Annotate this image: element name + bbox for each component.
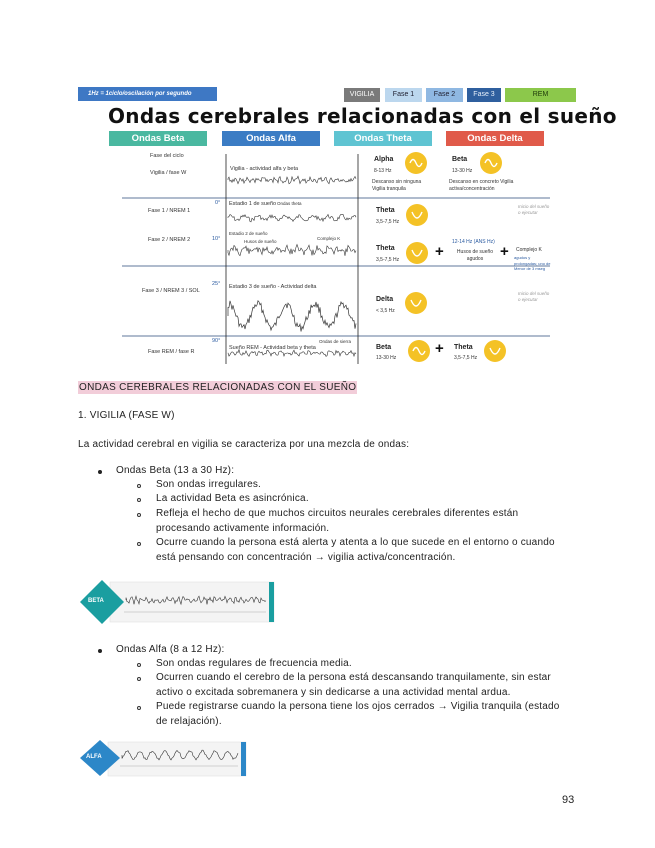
band-alpha-desc: Descanso sin ninguna Vigilia tranquila xyxy=(372,179,422,192)
deg-fase2: 10° xyxy=(212,236,221,242)
beta-wave-figure xyxy=(80,578,278,624)
delta-wave-icon xyxy=(405,292,427,314)
deg-fase3: 25° xyxy=(212,281,221,287)
sub-bullet xyxy=(137,542,141,546)
alfa-title: Ondas Alfa (8 a 12 Hz): xyxy=(116,644,225,655)
stage-tab-fase2: Fase 2 xyxy=(426,88,463,102)
kcomplex-desc: agudos y prolongadas; uno de Menor de 3 mseg xyxy=(514,255,551,271)
deg-rem: 90° xyxy=(212,338,221,344)
stage-tab-rem: REM xyxy=(505,88,576,102)
band-beta-hz: 13-30 Hz xyxy=(452,168,473,174)
trace-caption-fase3: Estadio 3 de sueño - Actividad delta xyxy=(229,284,317,290)
band-rem-beta-name: Beta xyxy=(376,344,392,351)
spindle-hz: 12-14 Hz (ANS Hz) xyxy=(452,239,495,245)
stage-tab-vigilia: VIGILIA xyxy=(344,88,380,102)
alfa-item-1: Son ondas regulares de frecuencia media. xyxy=(156,658,352,669)
subsection-heading: 1. VIGILIA (FASE W) xyxy=(78,410,175,421)
sub-bullet xyxy=(137,663,141,667)
band-theta2-hz: 3,5-7,5 Hz xyxy=(376,257,400,263)
trace-caption-sierra: Ondas de sierra xyxy=(319,339,352,344)
band-rem-beta-hz: 13-30 Hz xyxy=(376,355,397,361)
plus-icon: + xyxy=(435,243,444,260)
trace-caption-kcomplex: Complejo K xyxy=(317,236,341,241)
bullet-alfa xyxy=(98,649,102,653)
row-label-fase3: Fase 3 / NREM 3 / SOL xyxy=(142,288,200,294)
page-number: 93 xyxy=(562,794,575,806)
note-inicio-sueno-2: Inicio del sueño o ejecutar xyxy=(518,291,550,302)
band-theta2-name: Theta xyxy=(376,245,395,252)
stage-tab-fase3: Fase 3 xyxy=(467,88,501,102)
beta-item-4: Ocurre cuando la persona está alerta y atenta a lo que sucede en el entorno o cuando está pensando con concentración → vigilia activa/concentración. xyxy=(156,537,555,563)
bullet-beta xyxy=(98,470,102,474)
alfa-item-3: Puede registrarse cuando la persona tiene los ojos cerrados → Vigilia tranquila (estado de relajación). xyxy=(156,701,560,727)
sub-bullet xyxy=(137,677,141,681)
section-heading: ONDAS CEREBRALES RELACIONADAS CON EL SUEÑO xyxy=(79,382,357,393)
beta-item-2: La actividad Beta es asincrónica. xyxy=(156,493,309,504)
band-rem-theta-name: Theta xyxy=(454,344,473,351)
sub-bullet xyxy=(137,498,141,502)
eeg-sleep-figure xyxy=(122,146,550,364)
plus-icon-3: + xyxy=(435,340,444,357)
trace-caption-husos: Husos de sueño xyxy=(244,239,277,244)
beta-wave-icon xyxy=(480,152,502,174)
trace-caption-theta: Ondas theta xyxy=(277,201,302,206)
spindle-desc: Husos de sueño agudos xyxy=(456,249,494,262)
row-label-vigilia: Vigilia / fase W xyxy=(150,170,187,176)
intro-paragraph: La actividad cerebral en vigilia se caracteriza por una mezcla de ondas: xyxy=(78,439,410,450)
band-theta1-name: Theta xyxy=(376,207,395,214)
trace-caption-fase1: Estadio 1 de sueño xyxy=(229,201,277,207)
beta-title: Ondas Beta (13 a 30 Hz): xyxy=(116,465,235,476)
beta-item-3: Refleja el hecho de que muchos circuitos neurales cerebrales diferentes están procesando activamente información. xyxy=(156,508,519,534)
stage-tab-fase1: Fase 1 xyxy=(385,88,422,102)
trace-caption-vigilia: Vigilia - actividad alfa y beta xyxy=(230,166,299,172)
beta-badge-label: BETA xyxy=(88,598,104,604)
header-ondas-theta: Ondas Theta xyxy=(334,131,432,146)
alfa-badge-label: ALFA xyxy=(86,754,102,760)
trace-caption-fase2: Estadio 2 de sueño xyxy=(229,231,268,236)
alfa-item-2: Ocurren cuando el cerebro de la persona está descansando tranquilamente, sin estar activo o excitada sobremanera y sin dedicarse a una actividad mental ardua. xyxy=(156,672,551,698)
band-alpha-hz: 8-13 Hz xyxy=(374,168,392,174)
sub-bullet xyxy=(137,484,141,488)
row-label-header: Fase del ciclo xyxy=(150,153,184,159)
beta-item-1: Son ondas irregulares. xyxy=(156,479,262,490)
rem-theta-wave-icon xyxy=(484,340,506,362)
row-label-rem: Fase REM / fase R xyxy=(148,349,195,355)
band-beta-name: Beta xyxy=(452,156,468,163)
header-ondas-beta: Ondas Beta xyxy=(109,131,207,146)
hz-definition-banner: 1Hz = 1ciclo/oscilación por segundo xyxy=(78,87,217,101)
band-beta-desc: Descanso en concreto Vigilia activa/concentración xyxy=(449,179,514,192)
band-delta-name: Delta xyxy=(376,296,394,303)
sub-bullet xyxy=(137,513,141,517)
band-delta-hz: < 3,5 Hz xyxy=(376,308,395,314)
rem-beta-wave-icon xyxy=(408,340,430,362)
kcomplex-name: Complejo K xyxy=(516,247,542,253)
row-label-fase1: Fase 1 / NREM 1 xyxy=(148,208,191,214)
plus-icon-2: + xyxy=(500,243,509,260)
alpha-wave-icon xyxy=(405,152,427,174)
note-inicio-sueno-1: Inicio del sueño o ejecutar xyxy=(518,204,550,215)
band-rem-theta-hz: 3,5-7,5 Hz xyxy=(454,355,478,361)
figure-title: Ondas cerebrales relacionadas con el sueño xyxy=(108,104,617,128)
trace-caption-rem: Sueño REM - Actividad beta y theta xyxy=(229,345,316,351)
header-ondas-delta: Ondas Delta xyxy=(446,131,544,146)
theta-wave-icon xyxy=(406,204,428,226)
row-label-fase2: Fase 2 / NREM 2 xyxy=(148,237,191,243)
theta-wave-icon-2 xyxy=(406,242,428,264)
band-theta1-hz: 3,5-7,5 Hz xyxy=(376,219,400,225)
sub-bullet xyxy=(137,706,141,710)
header-ondas-alfa: Ondas Alfa xyxy=(222,131,320,146)
band-alpha-name: Alpha xyxy=(374,156,394,163)
alfa-wave-figure xyxy=(80,738,250,778)
deg-fase1: 0° xyxy=(215,200,221,206)
